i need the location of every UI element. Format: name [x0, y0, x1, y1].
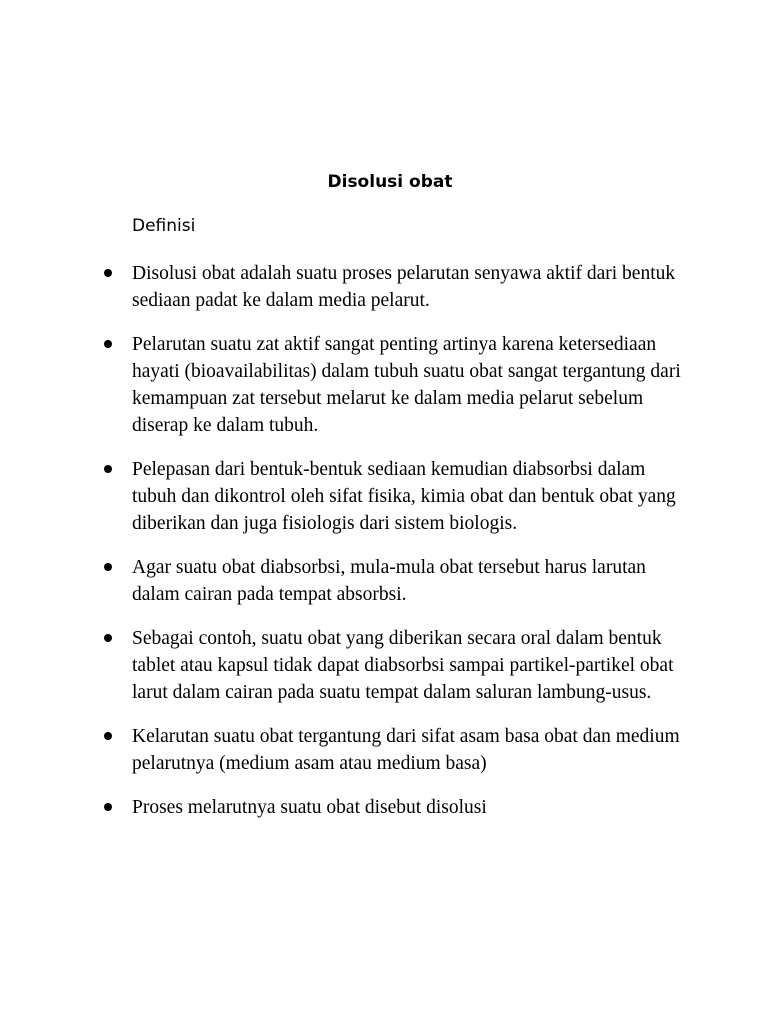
bullet-icon	[104, 563, 112, 571]
list-item	[0, 723, 692, 777]
bullet-list	[0, 260, 768, 838]
list-item	[0, 456, 692, 537]
document-title: Disolusi obat	[327, 172, 453, 192]
section-heading: Definisi	[132, 216, 196, 236]
list-item	[0, 554, 692, 608]
list-item-text: Pelepasan dari bentuk-bentuk sediaan kemudian diabsorbsi dalam tubuh dan dikontrol oleh sifat fisika, kimia obat dan bentuk obat yang diberikan dan juga fisiologis dari sistem biologis.	[132, 459, 676, 534]
list-item-text: Kelarutan suatu obat tergantung dari sifat asam basa obat dan medium pelarutnya (medium asam atau medium basa)	[132, 726, 680, 774]
bullet-icon	[104, 269, 112, 277]
list-item	[0, 625, 692, 706]
bullet-icon	[104, 340, 112, 348]
list-item-text: Disolusi obat adalah suatu proses pelarutan senyawa aktif dari bentuk sediaan padat ke dalam media pelarut.	[132, 263, 676, 311]
bullet-icon	[104, 732, 112, 740]
bullet-icon	[104, 465, 112, 473]
list-item	[0, 331, 692, 439]
bullet-icon	[104, 634, 112, 642]
list-item-text: Pelarutan suatu zat aktif sangat penting artinya karena ketersediaan hayati (bioavailabilitas) dalam tubuh suatu obat sangat tergantung dari kemampuan zat tersebut melarut ke dalam media pelarut sebelum diserap ke dalam tubuh.	[132, 334, 681, 436]
bullet-icon	[104, 803, 112, 811]
list-item	[0, 794, 692, 821]
list-item-text: Proses melarutnya suatu obat disebut disolusi	[132, 797, 487, 818]
list-item-text: Sebagai contoh, suatu obat yang diberikan secara oral dalam bentuk tablet atau kapsul tidak dapat diabsorbsi sampai partikel-partikel obat larut dalam cairan pada suatu tempat dalam saluran lambung-usus.	[132, 628, 674, 703]
list-item-text: Agar suatu obat diabsorbsi, mula-mula obat tersebut harus larutan dalam cairan pada tempat absorbsi.	[132, 557, 646, 605]
list-item	[0, 260, 692, 314]
